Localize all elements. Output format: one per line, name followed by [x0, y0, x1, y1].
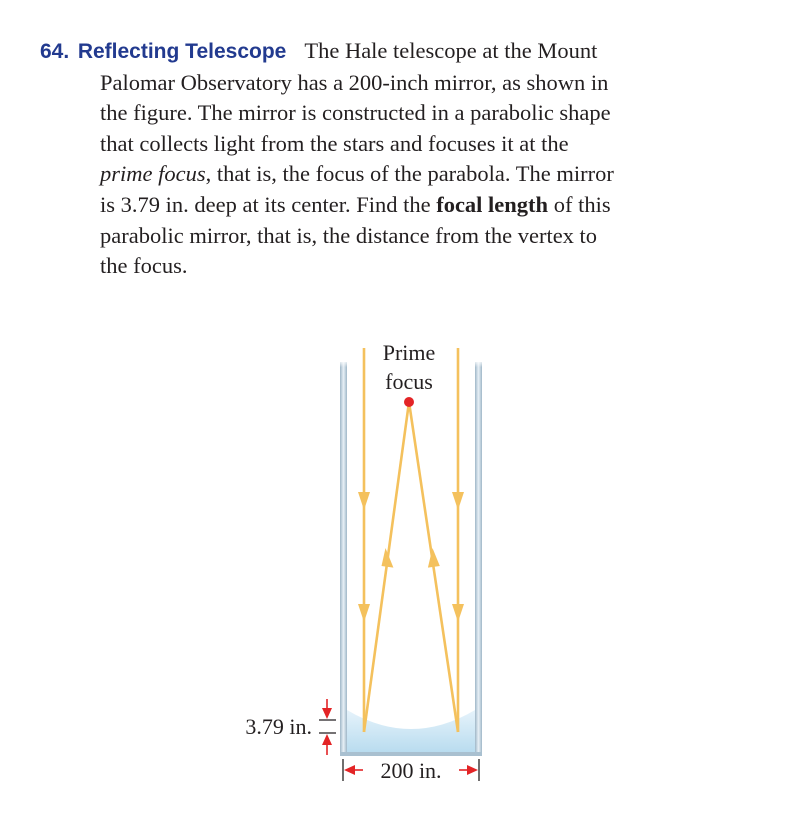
- problem-title: Reflecting Telescope: [77, 40, 287, 63]
- problem-text-line-8: the focus.: [100, 253, 188, 279]
- depth-dimension: [245, 699, 336, 755]
- problem-text-line-4: that collects light from the stars and focuses it at the: [100, 130, 569, 156]
- problem-text-line-5: , that is, the focus of the parabola. The mirror: [205, 161, 614, 187]
- problem-text-line-7: parabolic mirror, that is, the distance from the vertex to: [100, 222, 598, 248]
- prime-focus-point: [404, 397, 414, 407]
- tube-right-wall: [475, 362, 482, 756]
- depth-arrow-bottom-head: [322, 734, 332, 745]
- problem-number: 64.: [40, 40, 70, 63]
- prime-focus-term: prime focus: [100, 161, 206, 187]
- tube-bottom: [340, 752, 482, 756]
- depth-arrow-top-head: [322, 708, 332, 719]
- width-dimension: [343, 758, 479, 783]
- ray-arrow-down-1: [358, 492, 370, 510]
- tube-left-wall: [340, 362, 347, 756]
- depth-label: 3.79 in.: [245, 714, 312, 739]
- prime-label-1: Prime: [382, 340, 436, 365]
- problem-text-line-2: Palomar Observatory has a 200-inch mirror, as shown in: [100, 69, 609, 95]
- width-arrow-left-head: [344, 765, 355, 775]
- reflected-ray-right: [409, 402, 458, 732]
- focal-length-term: focal length: [436, 191, 549, 217]
- prime-label-2: focus: [385, 369, 433, 394]
- width-label: 200 in.: [380, 758, 442, 783]
- reflected-ray-left: [364, 402, 409, 732]
- problem-text-line-1: The Hale telescope at the Mount: [304, 38, 598, 63]
- ray-arrow-up-right: [428, 548, 440, 568]
- problem-text-line-6a: is 3.79 in. deep at its center. Find the: [100, 191, 437, 217]
- ray-arrowheads: [358, 492, 464, 622]
- problem-text-line-6b: of this: [548, 191, 611, 217]
- ray-arrow-down-2: [358, 604, 370, 622]
- ray-arrow-down-3: [452, 492, 464, 510]
- ray-arrow-down-4: [452, 604, 464, 622]
- problem-text-line-3: the figure. The mirror is constructed in a parabolic shape: [100, 100, 611, 126]
- width-arrow-right-head: [467, 765, 478, 775]
